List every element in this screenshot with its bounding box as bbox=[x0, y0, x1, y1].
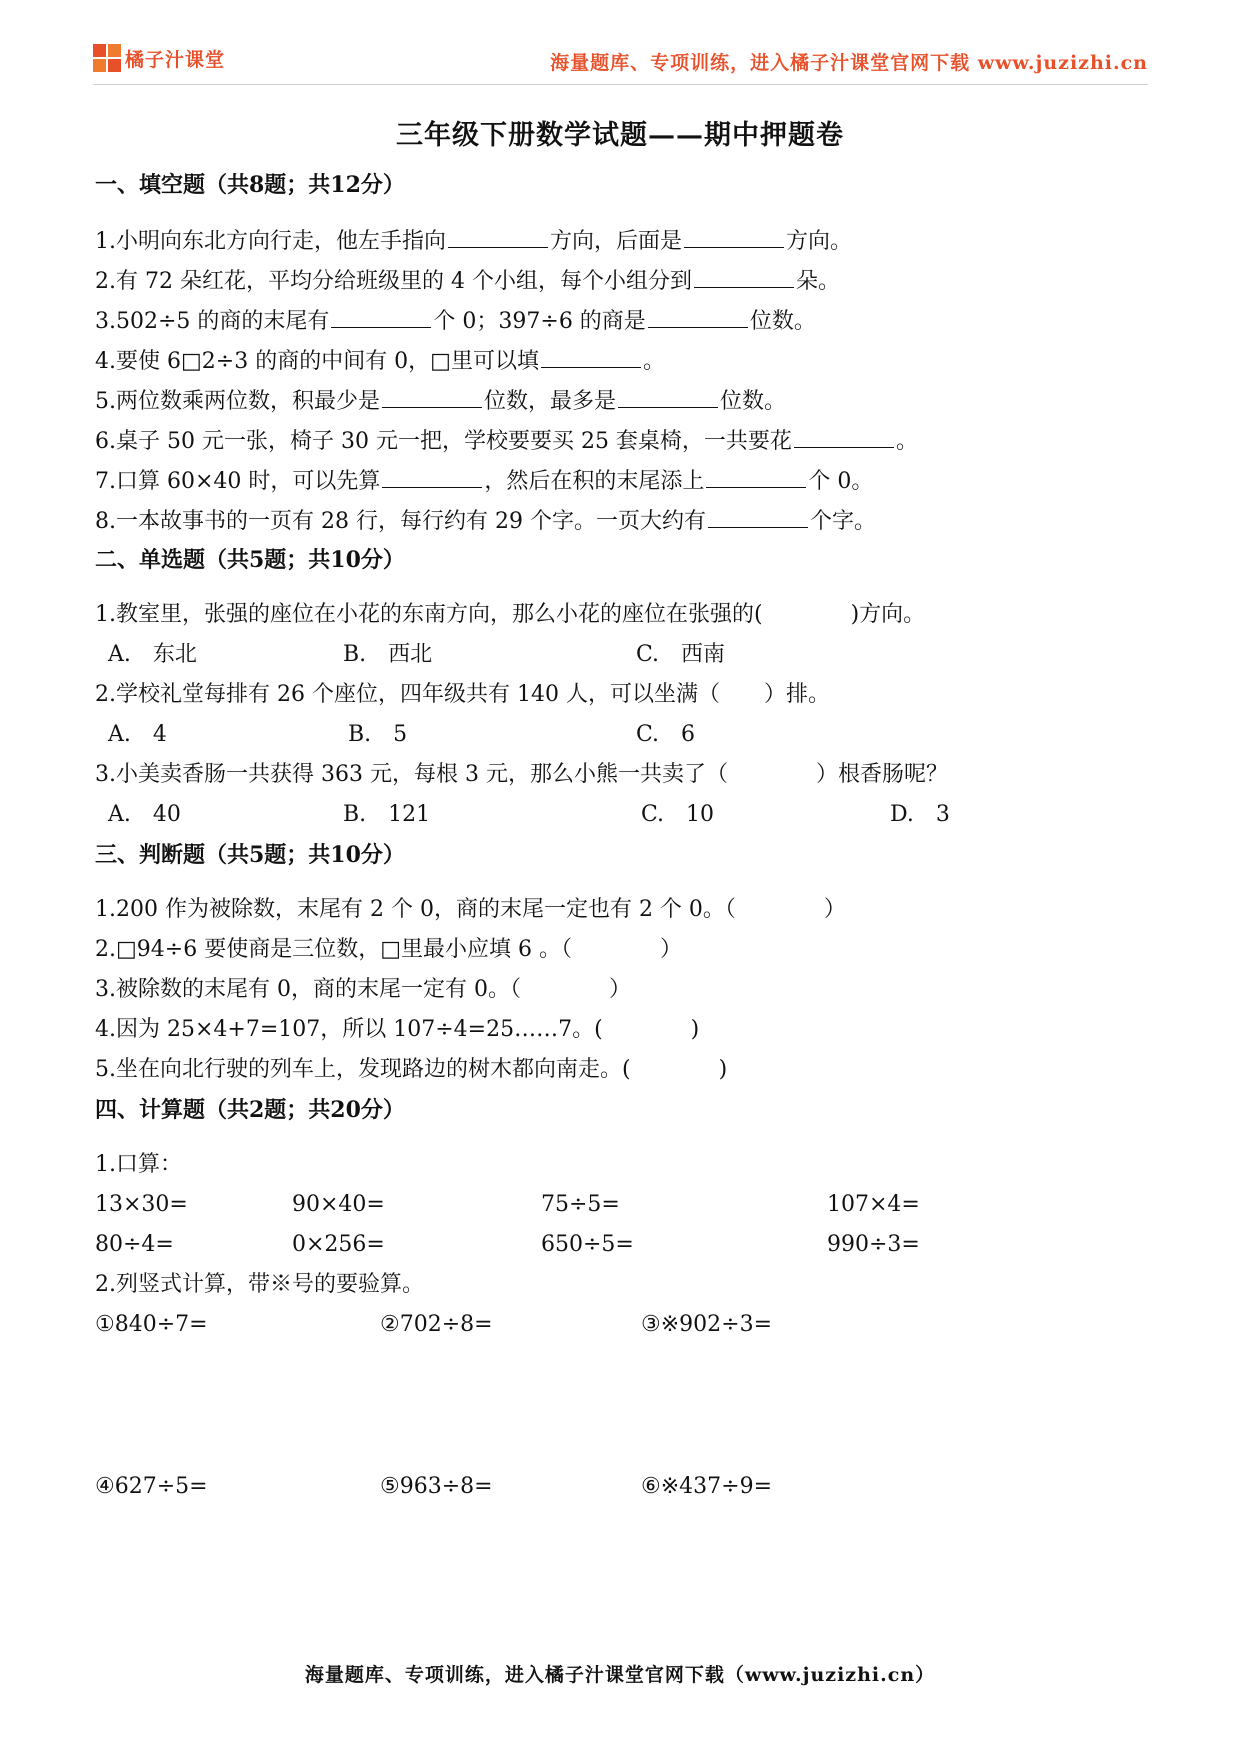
logo-icon bbox=[93, 44, 121, 72]
section-heading-fill-blank: 一、填空题（共8题；共12分） bbox=[95, 172, 405, 198]
section-heading-judgement: 三、判断题（共5题；共10分） bbox=[95, 842, 405, 868]
question-4-1: 1.口算： bbox=[95, 1152, 182, 1177]
logo bbox=[93, 44, 225, 72]
vertical-calc-item: ①840÷7= bbox=[95, 1312, 208, 1337]
section-heading-single-choice: 二、单选题（共5题；共10分） bbox=[95, 547, 405, 573]
answer-blank bbox=[382, 465, 482, 488]
answer-blank bbox=[618, 385, 718, 408]
section-heading-calculation: 四、计算题（共2题；共20分） bbox=[95, 1097, 405, 1123]
vertical-calc-item: ⑤963÷8= bbox=[380, 1474, 493, 1499]
answer-blank bbox=[382, 385, 482, 408]
page-header bbox=[93, 40, 1148, 85]
option-c: C. 西南 bbox=[636, 642, 726, 667]
question-1-6: 6.桌子 50 元一张，椅子 30 元一把，学校要要买 25 套桌椅，一共要花 。 bbox=[95, 425, 918, 457]
question-3-2: 2.□94÷6 要使商是三位数，□里最小应填 6 。（ ） bbox=[95, 937, 682, 962]
oral-calc-item: 75÷5= bbox=[541, 1192, 620, 1217]
option-a: A. 40 bbox=[108, 802, 181, 827]
vertical-calc-item: ③※902÷3= bbox=[641, 1312, 773, 1337]
oral-calc-item: 13×30= bbox=[95, 1192, 188, 1217]
question-1-3: 3.502÷5 的商的末尾有 个 0；397÷6 的商是 位数。 bbox=[95, 305, 816, 337]
logo-text: 橘子汁课堂 bbox=[125, 48, 226, 71]
answer-blank bbox=[794, 425, 894, 448]
question-3-5: 5.坐在向北行驶的列车上，发现路边的树木都向南走。( ) bbox=[95, 1057, 728, 1082]
answer-blank bbox=[708, 505, 808, 528]
question-1-1: 1.小明向东北方向行走，他左手指向 方向，后面是 方向。 bbox=[95, 225, 852, 257]
question-1-4: 4.要使 6□2÷3 的商的中间有 0，□里可以填 。 bbox=[95, 345, 665, 377]
answer-blank bbox=[448, 225, 548, 248]
option-b: B. 5 bbox=[348, 722, 408, 747]
question-3-1: 1.200 作为被除数，末尾有 2 个 0，商的末尾一定也有 2 个 0。（ ） bbox=[95, 897, 846, 922]
option-c: C. 10 bbox=[641, 802, 715, 827]
question-1-5: 5.两位数乘两位数，积最少是 位数，最多是 位数。 bbox=[95, 385, 786, 417]
question-1-2: 2.有 72 朵红花，平均分给班级里的 4 个小组，每个小组分到 朵。 bbox=[95, 265, 840, 297]
option-b: B. 121 bbox=[343, 802, 431, 827]
question-2-1: 1.教室里，张强的座位在小花的东南方向，那么小花的座位在张强的( )方向。 bbox=[95, 602, 926, 627]
page-title: 三年级下册数学试题——期中押题卷 bbox=[396, 120, 844, 151]
option-c: C. 6 bbox=[636, 722, 696, 747]
oral-calc-item: 80÷4= bbox=[95, 1232, 174, 1257]
oral-calc-item: 107×4= bbox=[827, 1192, 920, 1217]
question-4-2: 2.列竖式计算，带※号的要验算。 bbox=[95, 1272, 424, 1297]
option-a: A. 东北 bbox=[108, 642, 197, 667]
vertical-calc-item: ②702÷8= bbox=[380, 1312, 493, 1337]
oral-calc-item: 650÷5= bbox=[541, 1232, 634, 1257]
answer-blank bbox=[331, 305, 431, 328]
oral-calc-item: 90×40= bbox=[292, 1192, 385, 1217]
answer-blank bbox=[706, 465, 806, 488]
question-1-7: 7.口算 60×40 时，可以先算 ，然后在积的末尾添上 个 0。 bbox=[95, 465, 873, 497]
question-2-3: 3.小美卖香肠一共获得 363 元，每根 3 元，那么小熊一共卖了（ ）根香肠呢？ bbox=[95, 762, 948, 787]
question-1-8: 8.一本故事书的一页有 28 行，每行约有 29 个字。一页大约有 个字。 bbox=[95, 505, 876, 537]
answer-blank bbox=[541, 345, 641, 368]
option-d: D. 3 bbox=[890, 802, 950, 827]
question-3-4: 4.因为 25×4+7=107，所以 107÷4=25……7。( ) bbox=[95, 1017, 700, 1042]
question-3-3: 3.被除数的末尾有 0，商的末尾一定有 0。（ ） bbox=[95, 977, 631, 1002]
header-slogan: 海量题库、专项训练，进入橘子汁课堂官网下载 www.juzizhi.cn bbox=[550, 52, 1148, 74]
vertical-calc-item: ④627÷5= bbox=[95, 1474, 208, 1499]
question-2-2: 2.学校礼堂每排有 26 个座位，四年级共有 140 人，可以坐满（ ）排。 bbox=[95, 682, 830, 707]
option-b: B. 西北 bbox=[343, 642, 433, 667]
oral-calc-item: 0×256= bbox=[292, 1232, 385, 1257]
oral-calc-item: 990÷3= bbox=[827, 1232, 920, 1257]
page-footer: 海量题库、专项训练，进入橘子汁课堂官网下载（www.juzizhi.cn） bbox=[304, 1664, 936, 1686]
option-a: A. 4 bbox=[108, 722, 167, 747]
answer-blank bbox=[648, 305, 748, 328]
vertical-calc-item: ⑥※437÷9= bbox=[641, 1474, 773, 1499]
answer-blank bbox=[684, 225, 784, 248]
answer-blank bbox=[694, 265, 794, 288]
